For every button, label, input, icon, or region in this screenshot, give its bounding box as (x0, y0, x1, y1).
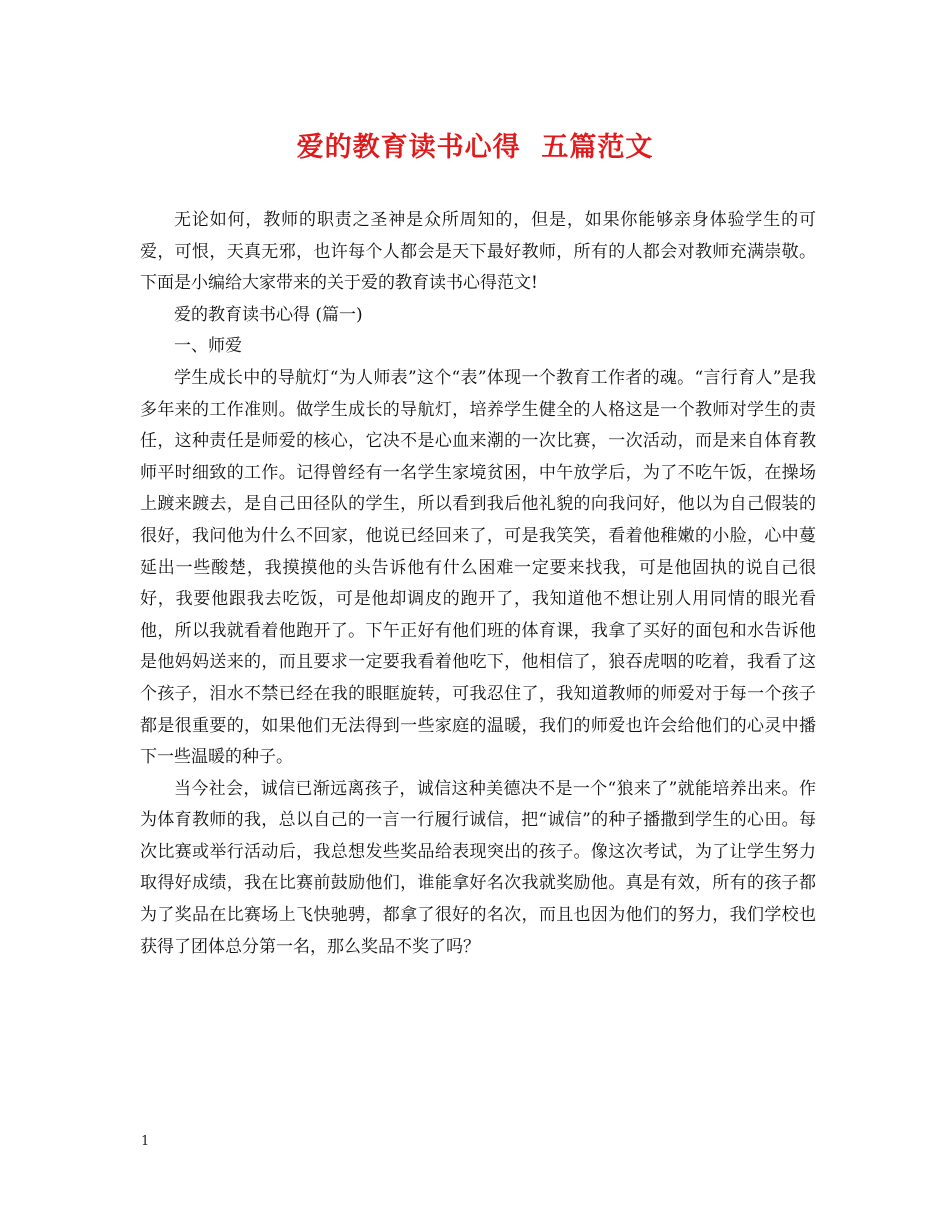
body-paragraph: 学生成长中的导航灯“为人师表”这个“表”体现一个教育工作者的魂。“言行育人”是我多年来的工作准则。做学生成长的导航灯，培养学生健全的人格这是一个教师对学生的责任，这种责任是师爱的核心，它决不是心血来潮的一次比赛，一次活动，而是来自体育教师平时细致的工作。记得曾经有一名学生家境贫困，中午放学后，为了不吃午饭，在操场上踱来踱去，是自己田径队的学生，所以看到我后他礼貌的向我问好，他以为自己假装的很好，我问他为什么不回家，他说已经回来了，可是我笑笑，看着他稚嫩的小脸，心中蔓延出一些酸楚，我摸摸他的头告诉他有什么困难一定要来找我，可是他固执的说自己很好，我要他跟我去吃饭，可是他却调皮的跑开了，我知道他不想让别人用同情的眼光看他，所以我就看着他跑开了。下午正好有他们班的体育课，我拿了买好的面包和水告诉他是他妈妈送来的，而且要求一定要我看着他吃下，他相信了，狼吞虎咽的吃着，我看了这个孩子，泪水不禁已经在我的眼眶旋转，可我忍住了，我知道教师的师爱对于每一个孩子都是很重要的，如果他们无法得到一些家庭的温暖，我们的师爱也许会给他们的心灵中播下一些温暖的种子。 (140, 367, 816, 768)
intro-paragraph: 无论如何，教师的职责之圣神是众所周知的，但是，如果你能够亲身体验学生的可爱，可恨，天真无邪，也许每个人都会是天下最好教师，所有的人都会对教师充满崇敬。下面是小编给大家带来的关于爱的教育读书心得范文! (140, 210, 816, 294)
body-paragraph: 当今社会，诚信已渐远离孩子，诚信这种美德决不是一个“狼来了”就能培养出来。作为体育教师的我，总以自己的一言一行履行诚信，把“诚信”的种子播撒到学生的心田。每次比赛或举行活动后，我总想发些奖品给表现突出的孩子。像这次考试，为了让学生努力取得好成绩，我在比赛前鼓励他们，谁能拿好名次我就奖励他。真是有效，所有的孩子都为了奖品在比赛场上飞快驰骋，都拿了很好的名次，而且也因为他们的努力，我们学校也获得了团体总分第一名，那么奖品不奖了吗？ (140, 778, 816, 957)
page-number: 1 (141, 1134, 150, 1149)
document-title: 爱的教育读书心得 五篇范文 (296, 132, 654, 163)
section-heading: 爱的教育读书心得 (篇一) (174, 304, 363, 325)
subsection-heading: 一、师爱 (174, 336, 242, 357)
document-body (140, 205, 816, 963)
